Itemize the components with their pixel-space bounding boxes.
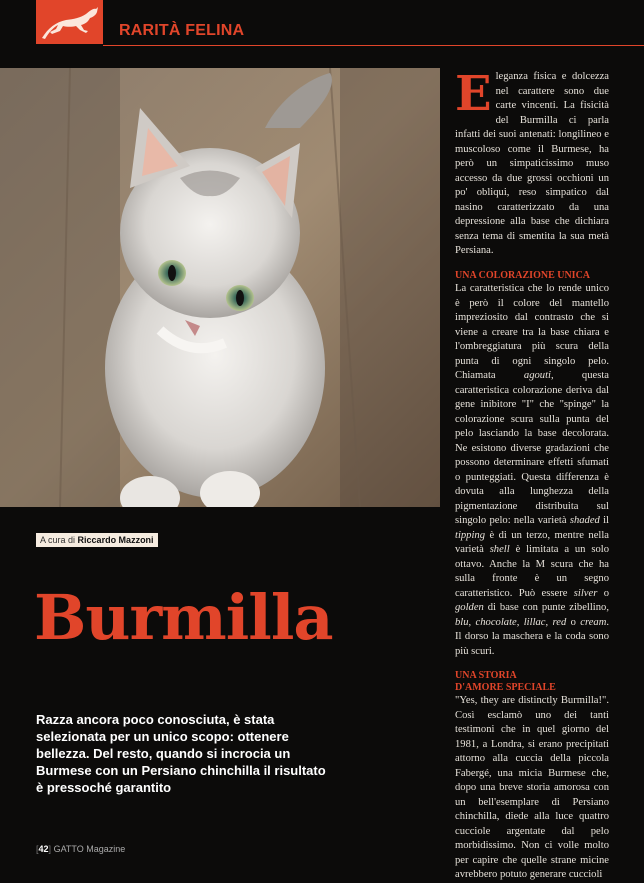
colorazione-paragraph: La caratteristica che lo rende unico è però il colore del mantello impreziosito dal contrasto che si viene a creare tra la base chiara e l'ombreggiatura più scura della punta di ogni singolo pelo. Chiamata agouti, questa caratteristica colorazione deriva dal gene inibitore "I" che "spinge" la colorazione scura sulla punta del pelo lasciando la base decolorata. Ne esistono diverse gradazioni che possono determinare effetti sfumati o punteggiati. Questa differenza è dovuta alla lunghezza della pigmentazione distribuita sul singolo pelo: nella varietà shaded il tipping è di un terzo, mentre nella varietà shell è limitata a un solo ottavo. Anche la M scura che ha sulla fronte è un segno caratteristico. Può essere silver o golden di base con punte zibellino, blu, chocolate, lillac, red o cream. Il dorso la maschera e la coda sono più scuri. bbox=[455, 283, 610, 657]
text-run: è limitata a un solo ottavo. Anche la M scura che ha sulla fronte è un segno caratteristico. Può essere bbox=[455, 544, 609, 599]
byline bbox=[36, 533, 158, 547]
term-golden: golden bbox=[455, 602, 484, 613]
header-divider bbox=[103, 45, 644, 46]
byline-author: Riccardo Mazzoni bbox=[77, 535, 154, 545]
term-tipping: tipping bbox=[455, 529, 486, 541]
magazine-name: GATTO Magazine bbox=[53, 844, 126, 854]
term-silver: silver bbox=[573, 587, 598, 599]
subheading-line: UNA STORIA bbox=[455, 670, 517, 681]
subheading-colorazione: UNA COLORAZIONE UNICA bbox=[455, 269, 591, 281]
cat-logo-icon bbox=[36, 0, 103, 44]
term-shaded: shaded bbox=[569, 515, 600, 526]
text-run: La caratteristica che lo rende unico è però il colore del mantello impreziosito dal contrasto che si viene a creare tra la base chiara e l'ombreggiatura più scura della punta di ogni singolo pelo. Chiamata bbox=[455, 283, 609, 381]
article-title: Burmilla bbox=[34, 581, 333, 654]
storia-paragraph: "Yes, they are distinctly Burmilla!". Così esclamò uno dei tanti testimoni che in quel giorno del 1981, a Londra, si erano precipitati attorno alla cuccia della piccola Fabergé, una micia Burmese che, dopo una breve storia amorosa con un bell'esemplare di Persiano chinchilla, diede alla luce quattro cucciole argentate dal pelo morbidissimo. Non ci volle molto per capire che quelle strane micine avrebbero potuto generare cuccioli bbox=[455, 695, 609, 880]
text-run: il bbox=[603, 515, 609, 526]
section-title: RARITÀ FELINA bbox=[119, 22, 245, 39]
subheading-storia bbox=[455, 670, 609, 693]
text-run: di base con punte zibellino, bbox=[487, 602, 609, 613]
article-column bbox=[455, 66, 610, 883]
term-cream: cream bbox=[580, 616, 607, 628]
text-run: o bbox=[603, 587, 609, 599]
lead-paragraph: Razza ancora poco conosciuta, è stata selezionata per un unico scopo: ottenere bellezza. Del resto, quando si incrocia un Burmese con un Persiano chinchilla il risultato è pressoché garantito bbox=[36, 712, 326, 795]
term-chocolate: chocolate bbox=[475, 616, 517, 628]
subheading-line: D'AMORE SPECIALE bbox=[455, 681, 556, 693]
term-shell: shell bbox=[489, 544, 510, 555]
text-run: , questa caratteristica colorazione deriva dal gene inibitore "I" che "spinge" la colorazione scura sulla punta del pelo lasciando la base decolorata. Ne esistono diverse gradazioni che possono determinare effetti sfumati o punteggiati. Questa differenza è dovuta alla lunghezza della pigmentazione distribuita sul singolo pelo: nella varietà bbox=[455, 370, 609, 526]
text-run: o bbox=[570, 616, 576, 628]
intro-paragraph bbox=[455, 66, 609, 259]
term-blu: blu bbox=[455, 616, 469, 628]
term-lillac: lillac bbox=[523, 616, 546, 628]
cat-photo bbox=[0, 68, 440, 507]
term-agouti: agouti bbox=[523, 370, 551, 381]
page-number: 42 bbox=[38, 844, 49, 854]
text-run: è di un terzo, mentre nella varietà bbox=[455, 529, 609, 555]
page-footer: [42] GATTO Magazine bbox=[36, 844, 126, 854]
drop-cap: E bbox=[455, 66, 492, 122]
intro-text: leganza fisica e dolcezza nel carattere sono due carte vincenti. La fisicità del Burmilla ci parla infatti dei suoi antenati: longilineo e muscoloso come il Burmese, ha però un simpaticissimo muso accesso da due grossi occhioni un po' obliqui, reso simpatico dal nasino caratterizzato da una depressione alla base che dichiara senza tema di smentita la sua metà Persiana. bbox=[455, 71, 609, 256]
header bbox=[0, 0, 644, 46]
term-red: red bbox=[552, 616, 567, 628]
byline-prefix: A cura di bbox=[40, 535, 76, 545]
text-run: . Il dorso la maschera e la coda sono più scuri. bbox=[455, 616, 610, 657]
